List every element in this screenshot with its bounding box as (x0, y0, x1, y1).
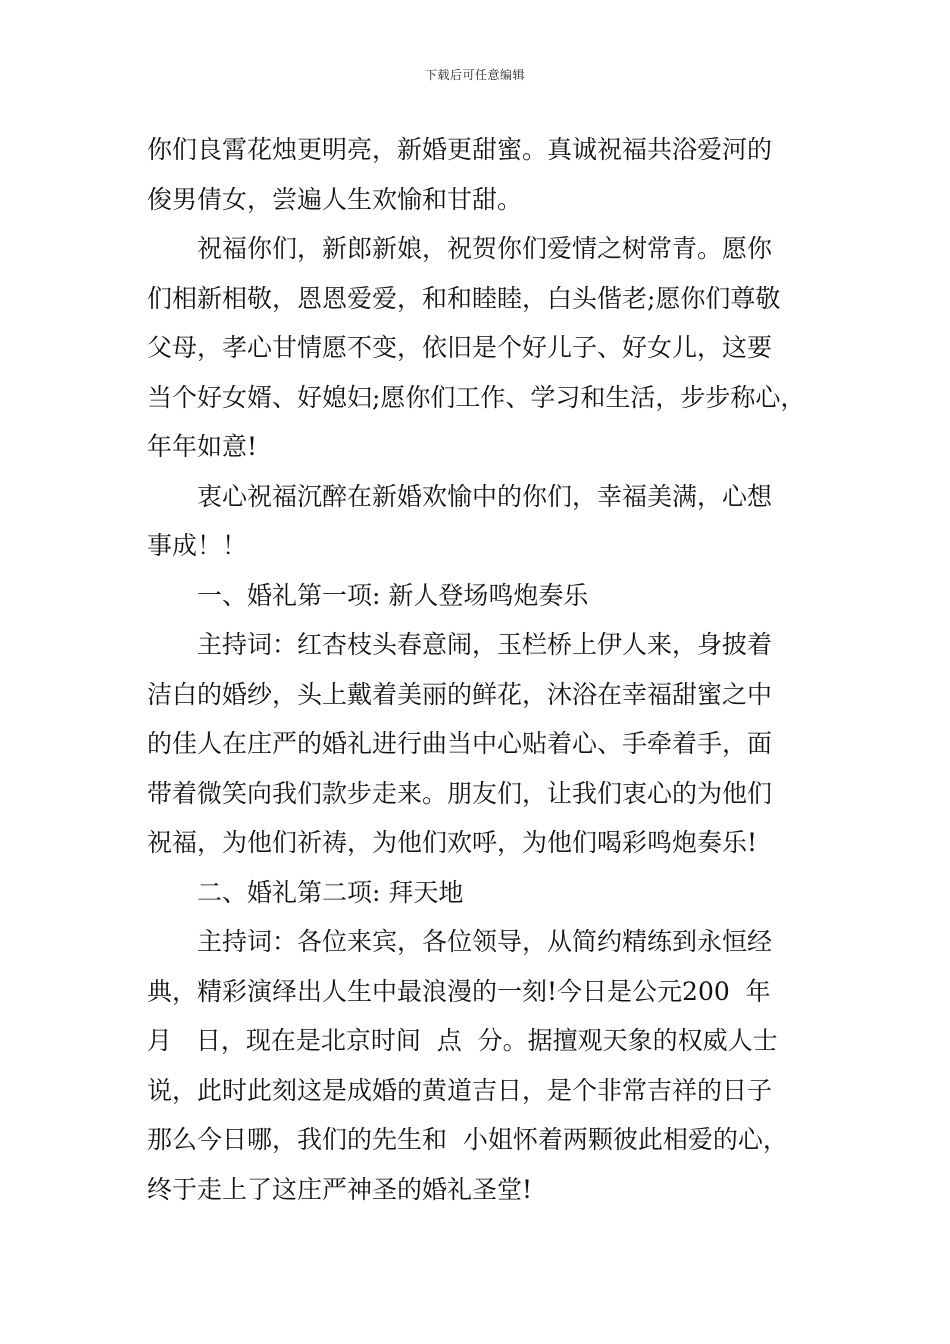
body-line: 那么今日哪，我们的先生和 小姐怀着两颗彼此相爱的心， (147, 1125, 788, 1154)
body-line: 的佳人在庄严的婚礼进行曲当中心贴着心、手牵着手，面 (147, 729, 773, 758)
body-line: 你们良霄花烛更明亮，新婚更甜蜜。真诚祝福共浴爱河的 (147, 135, 773, 164)
body-line: 当个好女婿、好媳妇;愿你们工作、学习和生活，步步称心， (147, 382, 806, 412)
body-line: 主持词：红杏枝头春意闹，玉栏桥上伊人来，身披着 (197, 630, 773, 659)
body-line: 祝福你们，新郎新娘，祝贺你们爱情之树常青。愿你 (197, 234, 773, 263)
body-line: 洁白的婚纱，头上戴着美丽的鲜花，沐浴在幸福甜蜜之中 (147, 679, 773, 709)
section-heading: 一、婚礼第一项: 新人登场鸣炮奏乐 (197, 580, 589, 610)
body-line: 事成！！ (147, 531, 248, 560)
body-line: 带着微笑向我们款步走来。朋友们，让我们衷心的为他们 (147, 778, 773, 808)
body-line: 衷心祝福沉醉在新婚欢愉中的你们，幸福美满，心想 (197, 481, 773, 511)
section-heading: 二、婚礼第二项: 拜天地 (197, 877, 464, 907)
body-line: 主持词：各位来宾，各位领导，从简约精练到永恒经 (197, 927, 773, 956)
body-line: 们相新相敬，恩恩爱爱，和和睦睦，白头偕老;愿你们尊敬 (147, 283, 781, 313)
body-line: 终于走上了这庄严神圣的婚礼圣堂! (147, 1174, 533, 1204)
page-header: 下载后可任意编辑 (424, 68, 525, 82)
body-line: 典，精彩演绎出人生中最浪漫的一刻!今日是公元200 年 (147, 976, 771, 1006)
body-line: 月 日，现在是北京时间 点 分。据擅观天象的权威人士 (147, 1026, 778, 1055)
body-line: 父母，孝心甘情愿不变，依旧是个好儿子、好女儿，这要 (147, 333, 773, 362)
body-line: 祝福，为他们祈祷，为他们欢呼，为他们喝彩鸣炮奏乐! (147, 828, 758, 857)
document-body (147, 125, 817, 1214)
body-line: 俊男倩女，尝遍人生欢愉和甘甜。 (147, 184, 523, 214)
body-line: 年年如意! (147, 432, 258, 461)
body-line: 说，此时此刻这是成婚的黄道吉日，是个非常吉祥的日子 (147, 1075, 773, 1105)
